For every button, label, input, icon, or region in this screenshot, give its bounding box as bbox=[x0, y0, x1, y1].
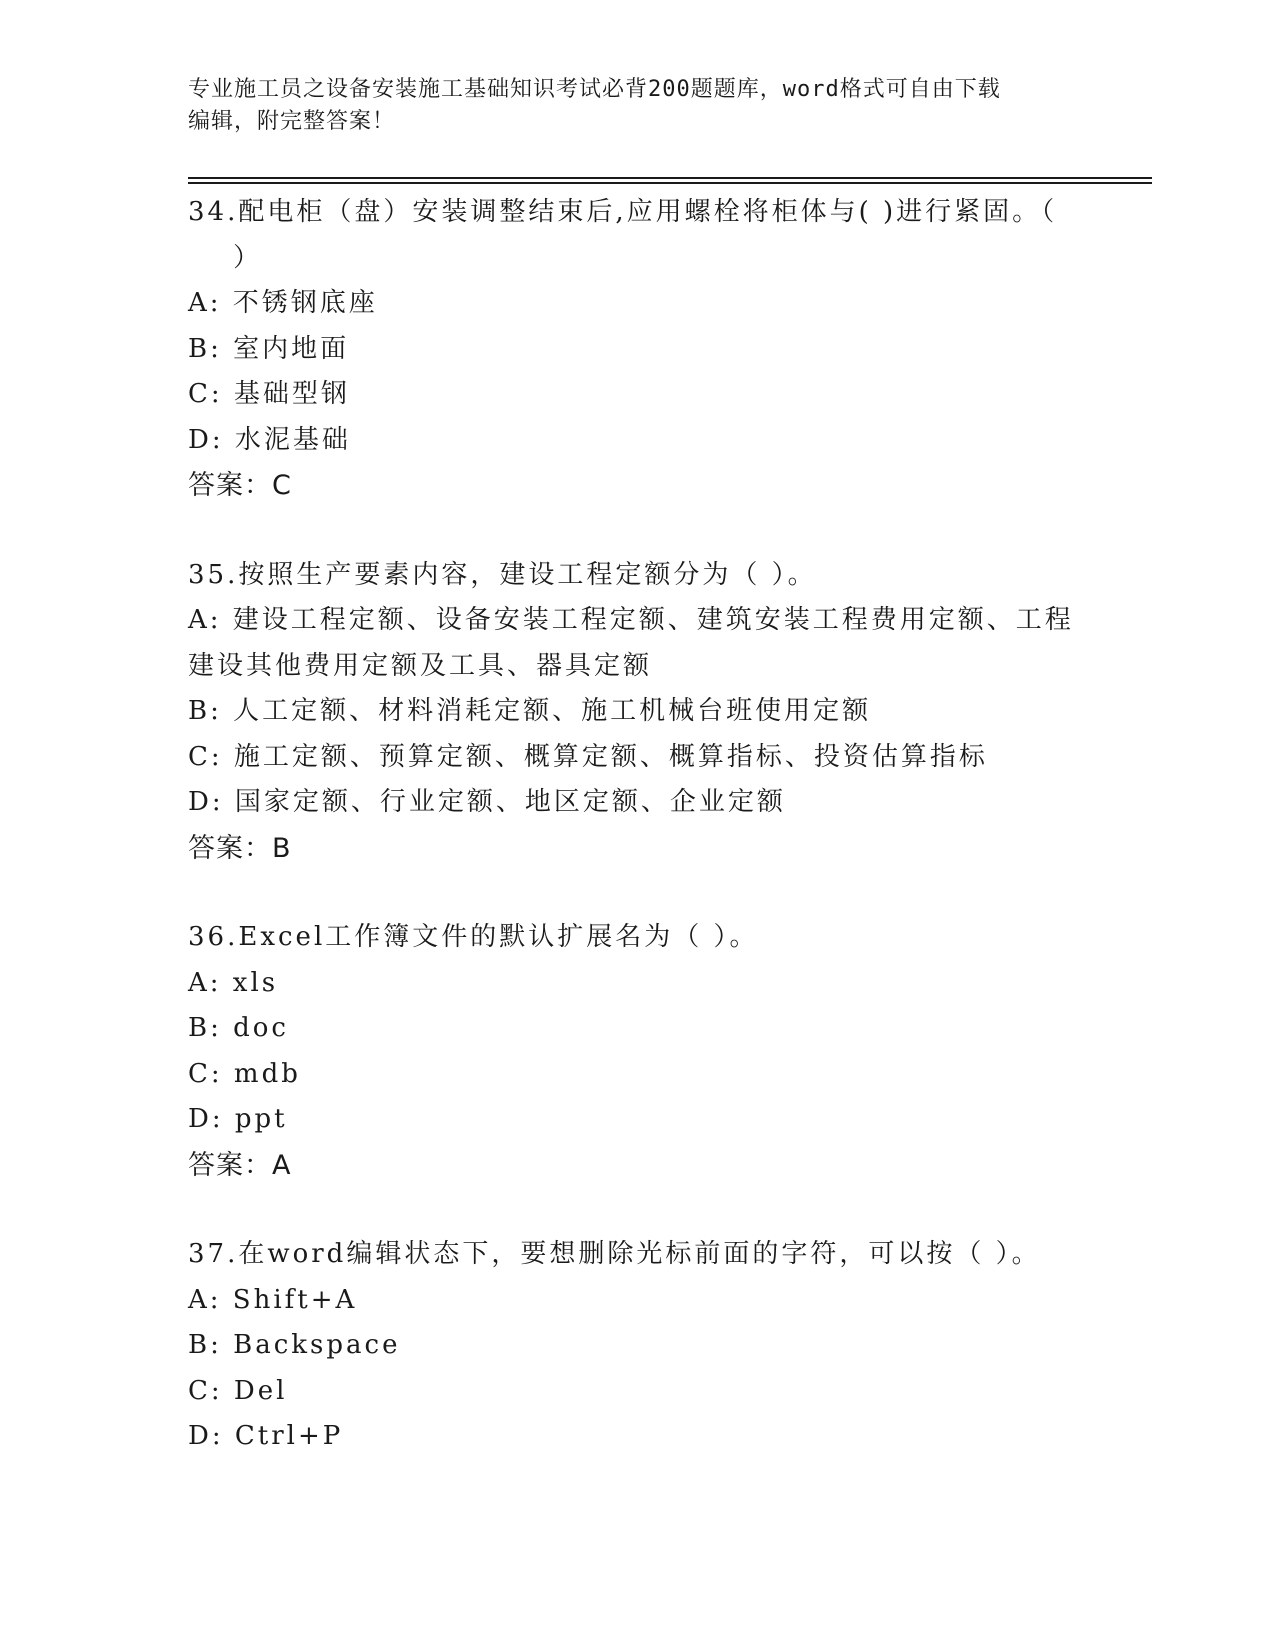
question-stem: 37.在word编辑状态下，要想删除光标前面的字符，可以按（ ）。 bbox=[188, 1239, 1041, 1269]
question-35 bbox=[188, 553, 1088, 872]
option-c: C: Del bbox=[188, 1375, 288, 1406]
question-stem: 35.按照生产要素内容，建设工程定额分为（ ）。 bbox=[188, 559, 817, 590]
question-37 bbox=[188, 1232, 1088, 1460]
answer-label: 答案：A bbox=[188, 1149, 292, 1181]
option-b: B: 室内地面 bbox=[188, 333, 350, 364]
option-b: B: 人工定额、材料消耗定额、施工机械台班使用定额 bbox=[188, 696, 872, 726]
question-stem: 34.配电柜（盘）安装调整结束后,应用螺栓将柜体与( )进行紧固。（ ） bbox=[188, 197, 1058, 273]
answer-label: 答案：B bbox=[188, 832, 292, 864]
option-a: A: Shift+A bbox=[188, 1284, 358, 1315]
option-b: B: doc bbox=[188, 1013, 289, 1043]
option-a: A: xls bbox=[188, 967, 279, 998]
option-c: C: 施工定额、预算定额、概算定额、概算指标、投资估算指标 bbox=[188, 741, 988, 772]
question-36 bbox=[188, 915, 1088, 1188]
question-list bbox=[188, 190, 1088, 1460]
option-c: C: mdb bbox=[188, 1058, 301, 1089]
option-a: A: 不锈钢底座 bbox=[188, 288, 378, 318]
header-line-1: 专业施工员之设备安装施工基础知识考试必背200题题库，word格式可自由下载 bbox=[188, 77, 1001, 102]
document-header bbox=[188, 74, 1088, 138]
option-a: A: 建设工程定额、设备安装工程定额、建筑安装工程费用定额、工程建设其他费用定额及工具、器具定额 bbox=[188, 605, 1074, 681]
header-divider-bottom bbox=[188, 182, 1152, 184]
option-d: D: 水泥基础 bbox=[188, 424, 351, 455]
question-34 bbox=[188, 190, 1088, 509]
option-d: D: 国家定额、行业定额、地区定额、企业定额 bbox=[188, 787, 786, 817]
header-line-2: 编辑，附完整答案！ bbox=[188, 109, 396, 134]
header-divider-top bbox=[188, 177, 1152, 179]
option-b: B: Backspace bbox=[188, 1330, 401, 1360]
question-stem: 36.Excel工作簿文件的默认扩展名为（ ）。 bbox=[188, 922, 759, 952]
option-d: D: ppt bbox=[188, 1104, 288, 1134]
option-d: D: Ctrl+P bbox=[188, 1421, 344, 1451]
answer-label: 答案：C bbox=[188, 470, 292, 501]
option-c: C: 基础型钢 bbox=[188, 379, 350, 409]
